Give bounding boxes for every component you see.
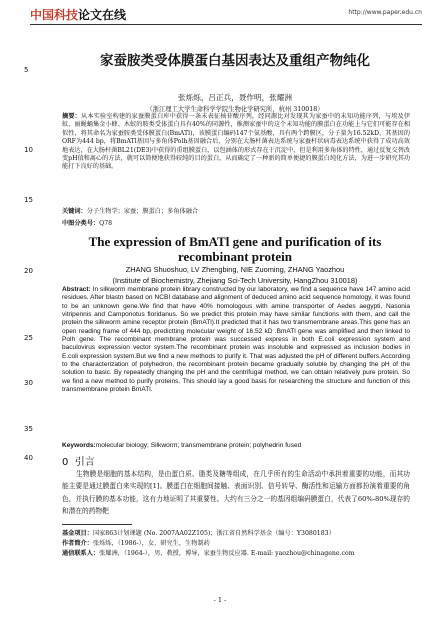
chinese-title: 家蚕胺类受体膜蛋白基因表达及重组产物纯化 (100, 53, 370, 69)
footnote-label: 基金项目： (62, 530, 93, 537)
footnotes (62, 529, 410, 558)
line-number: 25 (24, 334, 33, 342)
english-keywords (62, 442, 410, 449)
section-title: 引言 (74, 457, 95, 468)
line-number: 5 (24, 66, 29, 74)
english-abstract (62, 286, 410, 394)
keywords-label: 关键词： (62, 208, 87, 215)
english-title: The expression of BmATl gene and purification of its recombinant protein (88, 234, 382, 264)
line-number: 10 (24, 146, 33, 154)
footnote-divider (62, 524, 132, 525)
chinese-affiliation: （浙江理工大学生命科学学院生物化学研究所，杭州 310018） (146, 106, 324, 113)
classification-value: Q78 (99, 220, 113, 227)
site-logo (30, 6, 126, 23)
chinese-authors: 张烁烁，吕正兵，聂作明，张耀洲 (178, 93, 292, 102)
footnote-text: 张烁烁，（1986-），女，研究生，生物制药 (92, 539, 210, 547)
page-number: - 1 - (213, 596, 227, 604)
abstract-text: In silkworm membrane protein library constructed by our laboratory, we find a sequence have 147 amino acid residues. After blastn based on NCBI database and alignment of deduced amino acid sequence homology, it was found to be an unknown gene.We find that have 40% homologous with amine transporter of Aedes aegypti, Nasonia vitripennis and Camponotus floridanus. So we predict this protein may have similar functions with them, and call the protein the silkworm amine receptor protein (BmATl).It predicted that it has two transmembrane areas.This gene has an open reading frame of 444 bp, predictting molecular weight of 16.52 kD .BmATl gene was amplified and then linked to Polh gene. The recombinant membrane protein was successed express in both E.coli expression system and baculovirus expression vector system.The recombinant protein was insoluble and expressed as inclusion bodies in E.coli expression system.But we find a new methods to purify it. That was adjusted the pH of different buffers.According to the characterization of polyhedron, the recombinant protein became gradually soluble by changing the pH of the solution to basic. By repeatedly changing the pH and the centrifugal method, we can obtain relatively pure protein. So we find a new method to purify proteins. This should lay a good basis for researching the structure and function of this transmembrane protein BmATl. (62, 286, 410, 394)
logo-rest: 论文在线 (78, 8, 127, 22)
keywords-label: Keywords: (62, 442, 96, 449)
logo-brand: 中国科技 (30, 8, 79, 22)
chinese-abstract (62, 113, 410, 172)
line-number: 35 (24, 425, 33, 433)
classification-label: 中图分类号： (62, 220, 100, 227)
footnote-label: 作者简介： (62, 539, 93, 547)
footnote-text: 张耀洲，（1964-），男，教授，博导，家蚕生物反应器. E-mail: yaozhou@chinagene.com (99, 549, 355, 557)
line-number: 20 (24, 267, 33, 275)
footnote-label: 通信联系人： (62, 549, 100, 557)
footnote-correspondence (62, 549, 410, 559)
footnote-author-bio (62, 539, 410, 549)
abstract-label: Abstract: (62, 286, 91, 293)
keywords-text: 分子生物学；家蚕；膜蛋白；多角体融合 (86, 208, 199, 215)
page-header (30, 6, 422, 26)
footnote-funding (62, 529, 410, 539)
section-number: 0 (62, 457, 69, 468)
line-number: 15 (24, 196, 33, 204)
abstract-text: 从本实验室构建的家蚕膜蛋白库中获得一条未表征核苷酸序列，经同源比对发现其为家蚕中的未知功能序列，与埃及伊蚊、丽蝇蛹集金小蜂、木蚁的胺类受体蛋白具有40%的同源性，推测家蚕中的这个未知功能的膜蛋白在功能上与它们可能存在相似性，将其命名为家蚕胺类受体膜蛋白(BmATl)，该膜蛋白编码147个氨基酸，具有两个跨膜区，分子量为16.52kD，其基因的ORF为444 bp，将BmATl基因与多角体Polh基因融合后，分别在大肠杆菌表达系统与家蚕杆状病毒表达系统中获得了成功高效地表达，在大肠杆菌BL21(DE3)中获得的重组膜蛋白，以包涵体的形式存在于沉淀中，但是利用多角体的特性，通过反复交替改变pH值和离心的方法，就可以简便地获得较纯的目的蛋白，从而确定了一种新的简单便捷的膜蛋白纯化方法，为进一步研究其功能打下良好的基础。 (62, 113, 410, 171)
header-divider (30, 24, 422, 25)
introduction-paragraph: 生物膜是细胞的基本结构，是由蛋白质、脂类及糖等组成，在几乎所有的生命活动中承担着重要的功能，而其功能主要是通过膜蛋白来实现的[1]。膜蛋白在细胞间接触、表面识别、信号转导、酶活性和运输方面都扮演着重要的角色，并执行膜的基本功能，这有力地证明了其重要性。大约有三分之一的基因组编码膜蛋白，代表了60%-80%现存的和潜在的药物靶 (62, 470, 410, 515)
section-heading (62, 453, 95, 468)
website-url[interactable]: http://www.paper.edu.cn (348, 9, 422, 16)
english-affiliation: (Institute of Biochemistry, Zhejiang Sci-Tech University, HangZhou 310018) (112, 276, 358, 285)
line-number: 40 (24, 454, 33, 462)
classification-number (62, 218, 410, 227)
english-authors: ZHANG Shuoshuo, LV Zhengbing, NIE Zuoming, ZHANG Yaozhou (125, 265, 345, 274)
abstract-label: 摘要： (62, 113, 81, 120)
line-number: 30 (24, 379, 33, 387)
keywords-text: molecular biology; Silkworm; transmembrane protein; polyhedrin fused (95, 442, 302, 449)
chinese-keywords (62, 206, 410, 215)
footnote-text: 国家863计划课题 (No. 2007AA02Z105)；浙江省自然科学基金（编号：Y3080183） (92, 530, 335, 537)
